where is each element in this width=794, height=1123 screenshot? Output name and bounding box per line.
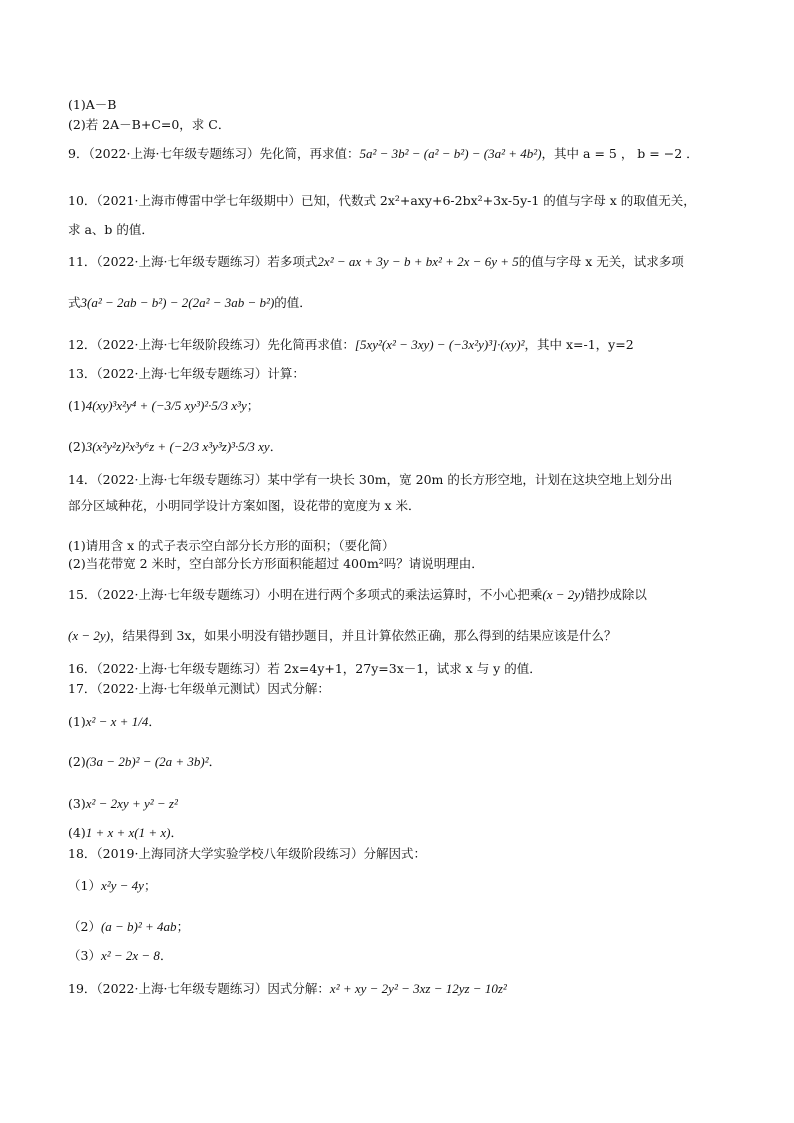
math-expression: x² − 2x − 8 — [100, 948, 160, 963]
math-expression: 3(a² − 2ab − b²) − 2(2a² − 3ab − b²) — [80, 295, 275, 310]
question-9: 9．（2022·上海·七年级专题练习）先化简，再求值：5a² − 3b² − (a² − b²) − (3a² + 4b²)，其中 a = 5 ， b = −2 ． — [68, 146, 699, 161]
math-expression: x² + xy − 2y² − 3xz − 12yz − 10z² — [329, 981, 507, 996]
math-expression: (3a − 2b)² − (2a + 3b)² — [85, 754, 209, 769]
math-expression: 2x² − ax + 3y − b + bx² + 2x − 6y + 5 — [317, 254, 519, 269]
question-11: 11．（2022·上海·七年级专题练习）若多项式2x² − ax + 3y − b + bx² + 2x − 6y + 5的值与字母 x 无关，试求多项 — [68, 254, 684, 269]
question-18: 18．（2019·上海同济大学实验学校八年级阶段练习）分解因式： — [68, 846, 426, 861]
math-expression: [5xy²(x² − 3xy) − (−3x²y)³]·(xy)² — [354, 337, 525, 352]
question-17-part-2: (2)(3a − 2b)² − (2a + 3b)²． — [68, 754, 222, 769]
question-17-part-3: (3)x² − 2xy + y² − z² — [68, 796, 178, 811]
question-18-part-2: （2）(a − b)² + 4ab； — [68, 919, 190, 934]
math-expression: (x − 2y) — [542, 587, 585, 602]
question-10: 10．（2021·上海市傅雷中学七年级期中）已知，代数式 2x²+axy+6-2bx²+3x-5y-1 的值与字母 x 的取值无关， — [68, 193, 696, 208]
math-expression: 3(x²y²z)²x³y⁶z + (−2/3 x³y³z)³·5/3 xy — [85, 439, 270, 454]
question-8-part-1: (1)A－B — [68, 97, 117, 112]
question-14-cont: 部分区域种花，小明同学设计方案如图，设花带的宽度为 x 米． — [68, 498, 421, 513]
math-expression: (a − b)² + 4ab — [100, 919, 177, 934]
math-expression: x² − 2xy + y² − z² — [85, 796, 178, 811]
math-expression: (x − 2y) — [68, 628, 110, 643]
question-18-part-1: （1）x²y − 4y； — [68, 878, 157, 893]
question-11-cont: 式3(a² − 2ab − b²) − 2(2a² − 3ab − b²)的值． — [68, 295, 312, 310]
question-13-part-1: (1)4(xy)³x²y⁴ + (−3/5 xy³)²·5/3 x³y； — [68, 398, 260, 413]
question-10-cont: 求 a、b 的值． — [68, 222, 154, 237]
math-expression: x²y − 4y — [100, 878, 144, 893]
question-13: 13．（2022·上海·七年级专题练习）计算： — [68, 366, 305, 381]
question-17-part-1: (1)x² − x + 1/4． — [68, 714, 161, 729]
math-expression: 5a² − 3b² − (a² − b²) − (3a² + 4b²) — [359, 146, 542, 161]
math-expression: x² − x + 1/4 — [85, 714, 149, 729]
math-expression: 1 + x + x(1 + x) — [85, 825, 171, 840]
question-17: 17．（2022·上海·七年级单元测试）因式分解： — [68, 681, 330, 696]
question-8-part-2: (2)若 2A－B+C=0，求 C． — [68, 117, 231, 132]
question-19: 19．（2022·上海·七年级专题练习）因式分解：x² + xy − 2y² − 3xz − 12yz − 10z² — [68, 981, 507, 996]
question-12: 12．（2022·上海·七年级阶段练习）先化简再求值：[5xy²(x² − 3xy) − (−3x²y)³]·(xy)²，其中 x=-1，y=2 — [68, 337, 634, 352]
question-18-part-3: （3）x² − 2x − 8． — [68, 948, 173, 963]
question-14-part-1: (1)请用含 x 的式子表示空白部分长方形的面积；（要化简） — [68, 538, 395, 553]
question-17-part-4: (4)1 + x + x(1 + x)． — [68, 825, 184, 840]
math-expression: 4(xy)³x²y⁴ + (−3/5 xy³)²·5/3 x³y — [85, 398, 247, 413]
question-15: 15．（2022·上海·七年级专题练习）小明在进行两个多项式的乘法运算时，不小心把乘(x − 2y)错抄成除以 — [68, 587, 647, 602]
question-14: 14．（2022·上海·七年级专题练习）某中学有一块长 30m，宽 20m 的长方形空地，计划在这块空地上划分出 — [68, 472, 673, 487]
question-16: 16．（2022·上海·七年级专题练习）若 2x=4y+1，27y=3x－1，试求 x 与 y 的值． — [68, 661, 542, 676]
question-13-part-2: (2)3(x²y²z)²x³y⁶z + (−2/3 x³y³z)³·5/3 xy． — [68, 439, 283, 454]
question-14-part-2: (2)当花带宽 2 米时，空白部分长方形面积能超过 400m²吗？请说明理由． — [68, 556, 484, 571]
question-15-cont: (x − 2y)，结果得到 3x，如果小明没有错抄题目，并且计算依然正确，那么得到的结果应该是什么？ — [68, 628, 617, 643]
